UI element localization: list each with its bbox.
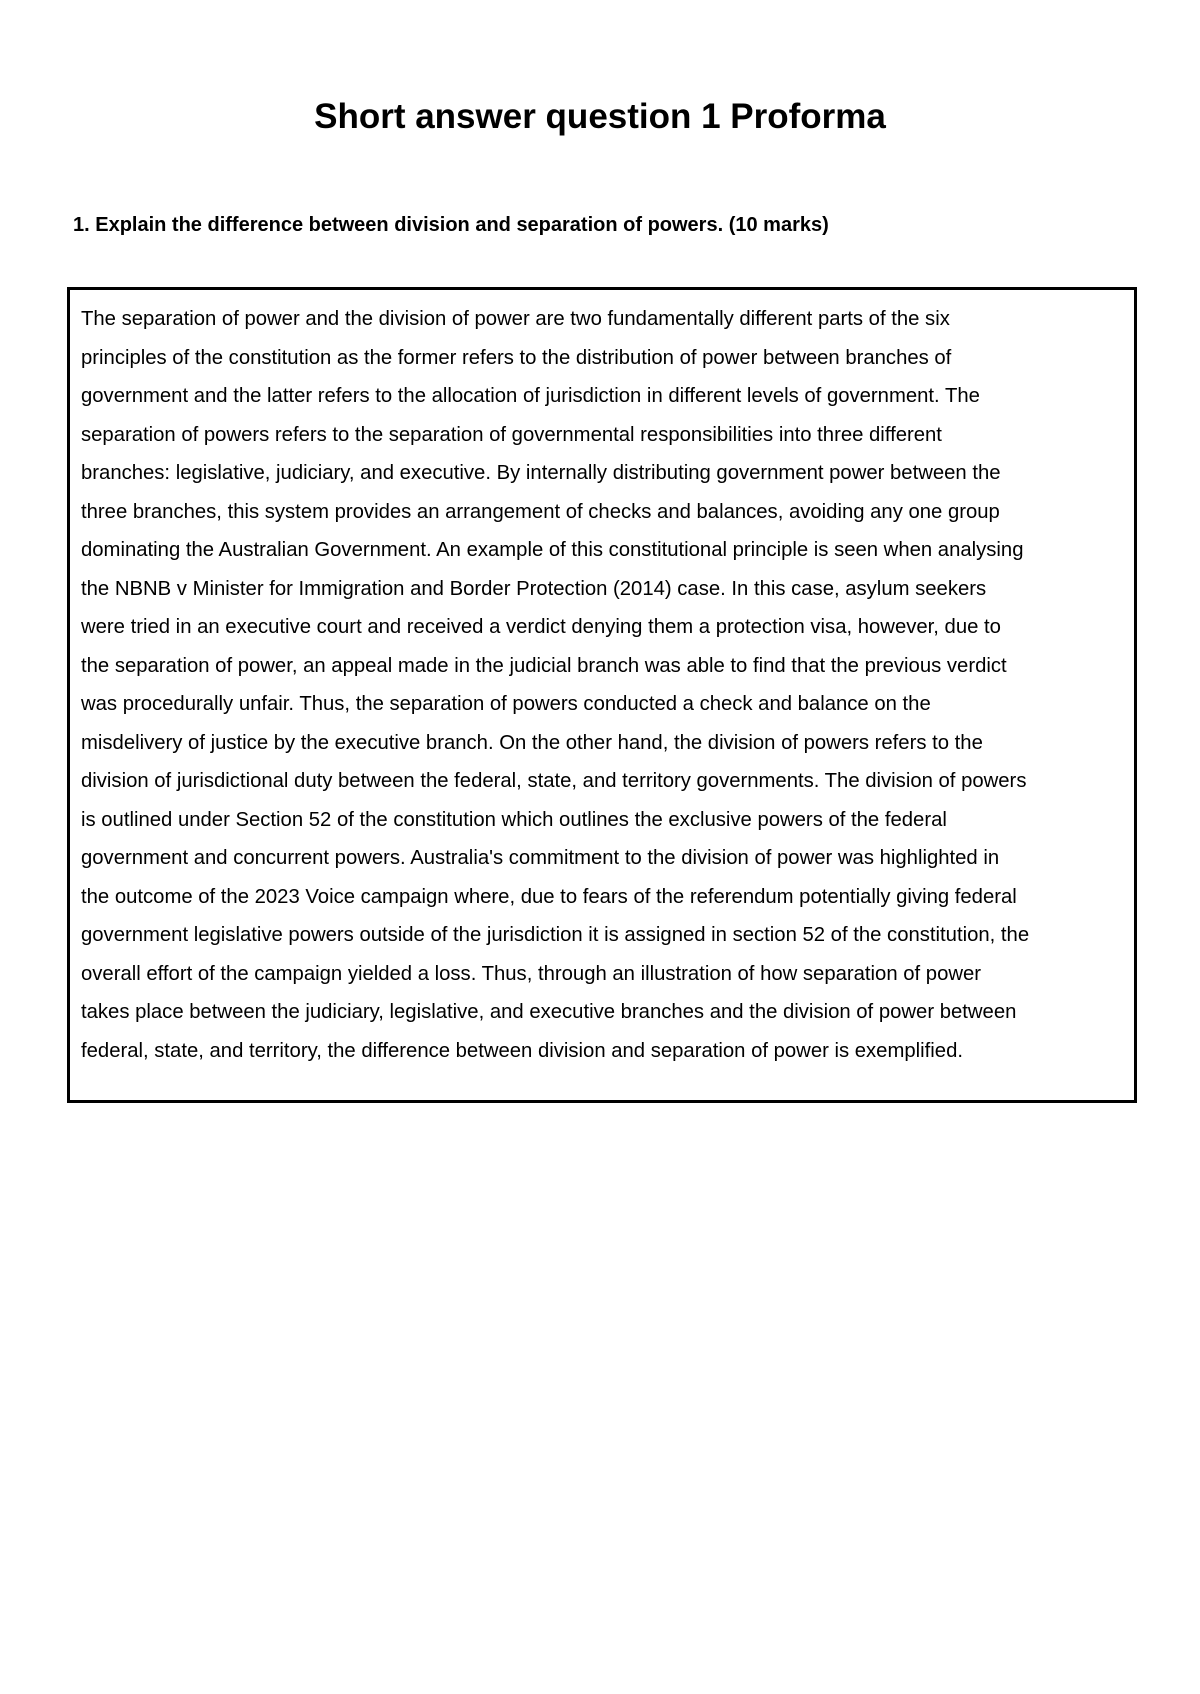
answer-line: is outlined under Section 52 of the constitution which outlines the exclusive powers of the federal	[81, 808, 947, 831]
answer-line: government and the latter refers to the allocation of jurisdiction in different levels of government. The	[81, 385, 980, 407]
answer-box	[67, 287, 1137, 1103]
answer-line: was procedurally unfair. Thus, the separation of powers conducted a check and balance on the	[81, 693, 931, 715]
answer-line: misdelivery of justice by the executive branch. On the other hand, the division of powers refers to the	[81, 731, 983, 754]
answer-line: the NBNB v Minister for Immigration and Border Protection (2014) case. In this case, asylum seekers	[81, 577, 987, 600]
answer-line: principles of the constitution as the former refers to the distribution of power between branches of	[81, 346, 952, 369]
answer-line: the separation of power, an appeal made in the judicial branch was able to find that the previous verdict	[81, 654, 1007, 677]
answer-line: takes place between the judiciary, legislative, and executive branches and the division of power between	[81, 1001, 1017, 1023]
answer-line: overall effort of the campaign yielded a loss. Thus, through an illustration of how separation of power	[81, 962, 982, 985]
answer-line: branches: legislative, judiciary, and executive. By internally distributing government power between the	[81, 462, 1001, 484]
answer-line: were tried in an executive court and received a verdict denying them a protection visa, however, due to	[81, 616, 1001, 638]
answer-line: The separation of power and the division of power are two fundamentally different parts of the six	[81, 308, 950, 330]
answer-line: separation of powers refers to the separation of governmental responsibilities into three different	[81, 423, 942, 446]
answer-line: the outcome of the 2023 Voice campaign where, due to fears of the referendum potentially giving federal	[81, 885, 1017, 908]
answer-line: dominating the Australian Government. An example of this constitutional principle is seen when analysing	[81, 539, 1024, 561]
answer-line: federal, state, and territory, the difference between division and separation of power is exemplified.	[81, 1039, 963, 1062]
answer-line: division of jurisdictional duty between the federal, state, and territory governments. The division of powers	[81, 770, 1027, 792]
answer-text	[81, 300, 1133, 1070]
answer-line: three branches, this system provides an arrangement of checks and balances, avoiding any one group	[81, 500, 1000, 523]
answer-line: government and concurrent powers. Australia's commitment to the division of power was highlighted in	[81, 847, 1000, 869]
question-prompt: 1. Explain the difference between division and separation of powers. (10 marks)	[73, 214, 829, 236]
page-title: Short answer question 1 Proforma	[314, 97, 886, 136]
answer-line: government legislative powers outside of the jurisdiction it is assigned in section 52 of the constitution, the	[81, 924, 1030, 946]
